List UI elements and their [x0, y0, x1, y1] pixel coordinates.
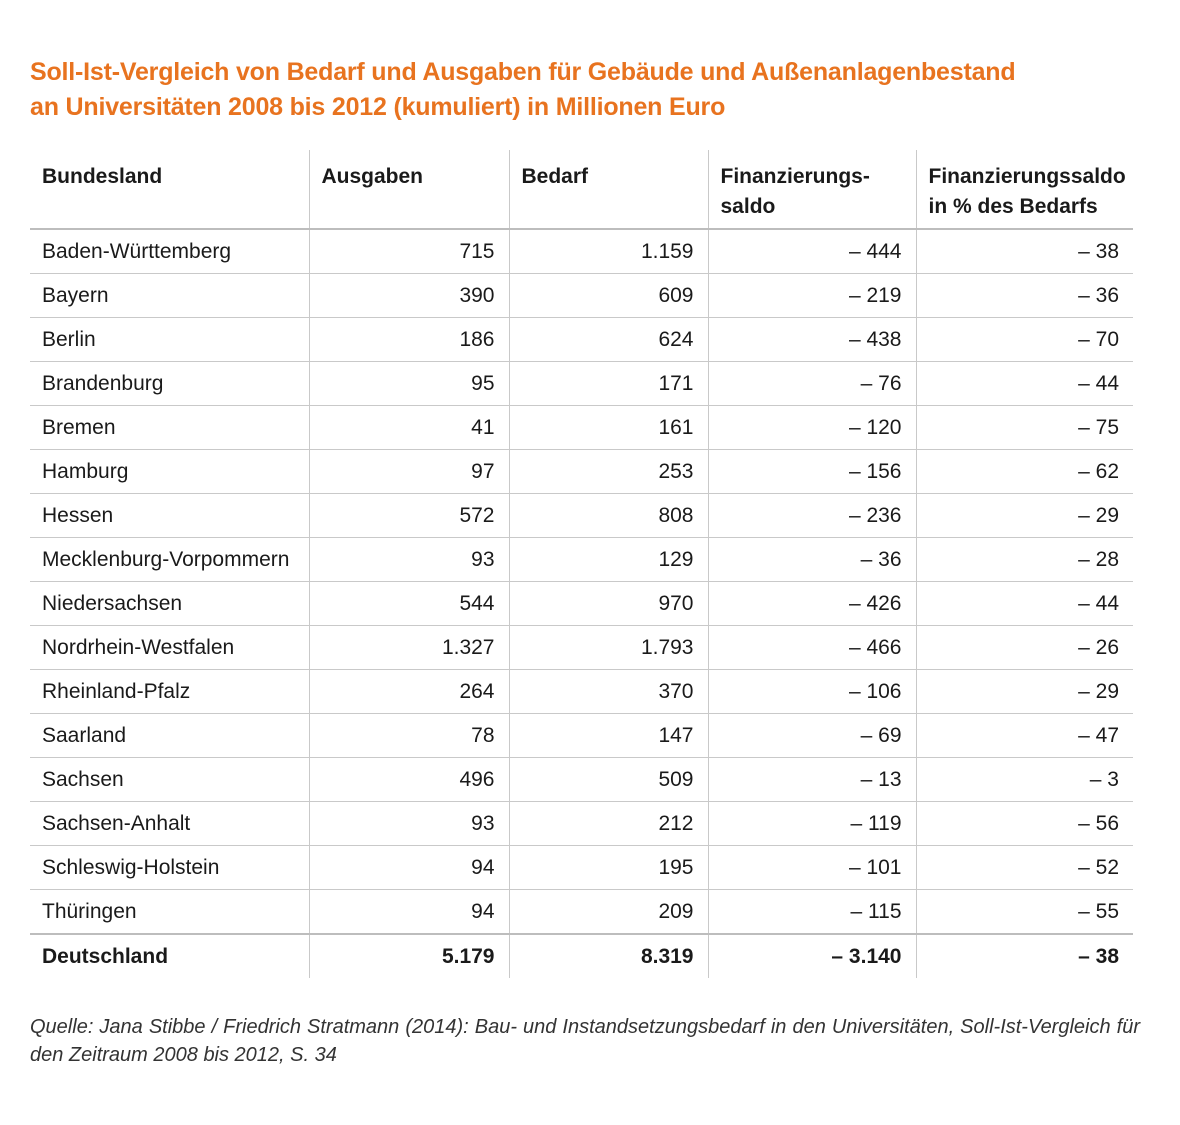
cell-finanzierungssaldo: – 106: [708, 670, 916, 714]
cell-saldo-prozent: – 3: [916, 758, 1133, 802]
cell-saldo-prozent: – 44: [916, 362, 1133, 406]
cell-finanzierungssaldo: – 466: [708, 626, 916, 670]
cell-bundesland: Nordrhein-Westfalen: [30, 626, 309, 670]
table-row: [30, 406, 1133, 450]
total-row: [30, 934, 1133, 978]
cell-ausgaben: 94: [309, 846, 509, 890]
table-row: [30, 714, 1133, 758]
table-row: [30, 450, 1133, 494]
cell-ausgaben: 93: [309, 802, 509, 846]
cell-bundesland: Mecklenburg-Vorpommern: [30, 538, 309, 582]
table-row: [30, 274, 1133, 318]
cell-finanzierungssaldo: – 69: [708, 714, 916, 758]
table-row: [30, 758, 1133, 802]
cell-ausgaben: 95: [309, 362, 509, 406]
cell-ausgaben: 41: [309, 406, 509, 450]
cell-finanzierungssaldo: – 76: [708, 362, 916, 406]
cell-finanzierungssaldo: – 115: [708, 890, 916, 935]
cell-finanzierungssaldo: – 3.140: [708, 934, 916, 978]
cell-saldo-prozent: – 29: [916, 494, 1133, 538]
cell-bedarf: 1.793: [509, 626, 708, 670]
cell-bedarf: 253: [509, 450, 708, 494]
cell-bundesland: Thüringen: [30, 890, 309, 935]
cell-finanzierungssaldo: – 219: [708, 274, 916, 318]
cell-saldo-prozent: – 55: [916, 890, 1133, 935]
cell-bundesland: Berlin: [30, 318, 309, 362]
cell-bundesland: Niedersachsen: [30, 582, 309, 626]
cell-bundesland: Saarland: [30, 714, 309, 758]
source-note: Quelle: Jana Stibbe / Friedrich Stratmann (2014): Bau- und Instandsetzungsbedarf in den Universitäten, Soll-Ist-Vergleich für den Zeitraum 2008 bis 2012, S. 34: [30, 1016, 1140, 1066]
table-row: [30, 890, 1133, 935]
cell-bedarf: 970: [509, 582, 708, 626]
cell-finanzierungssaldo: – 438: [708, 318, 916, 362]
table-row: [30, 318, 1133, 362]
cell-bedarf: 212: [509, 802, 708, 846]
cell-ausgaben: 264: [309, 670, 509, 714]
cell-ausgaben: 390: [309, 274, 509, 318]
cell-finanzierungssaldo: – 236: [708, 494, 916, 538]
cell-bedarf: 609: [509, 274, 708, 318]
cell-ausgaben: 78: [309, 714, 509, 758]
cell-saldo-prozent: – 47: [916, 714, 1133, 758]
header-ausgaben: Ausgaben: [309, 150, 509, 229]
cell-saldo-prozent: – 38: [916, 934, 1133, 978]
cell-bedarf: 171: [509, 362, 708, 406]
cell-ausgaben: 93: [309, 538, 509, 582]
cell-bedarf: 8.319: [509, 934, 708, 978]
cell-finanzierungssaldo: – 119: [708, 802, 916, 846]
table-row: [30, 802, 1133, 846]
cell-ausgaben: 5.179: [309, 934, 509, 978]
cell-bundesland: Hamburg: [30, 450, 309, 494]
cell-finanzierungssaldo: – 426: [708, 582, 916, 626]
cell-bundesland: Rheinland-Pfalz: [30, 670, 309, 714]
cell-ausgaben: 572: [309, 494, 509, 538]
cell-ausgaben: 715: [309, 229, 509, 274]
cell-finanzierungssaldo: – 13: [708, 758, 916, 802]
cell-saldo-prozent: – 36: [916, 274, 1133, 318]
table-row: [30, 846, 1133, 890]
cell-bundesland: Sachsen: [30, 758, 309, 802]
cell-bundesland: Deutschland: [42, 944, 169, 968]
cell-saldo-prozent: – 26: [916, 626, 1133, 670]
cell-saldo-prozent: – 70: [916, 318, 1133, 362]
header-finanzierungssaldo: Finanzierungs- saldo: [708, 150, 916, 229]
cell-saldo-prozent: – 44: [916, 582, 1133, 626]
cell-bedarf: 161: [509, 406, 708, 450]
cell-bundesland: Sachsen-Anhalt: [30, 802, 309, 846]
cell-bedarf: 147: [509, 714, 708, 758]
table-row: [30, 229, 1133, 274]
cell-saldo-prozent: – 29: [916, 670, 1133, 714]
cell-saldo-prozent: – 75: [916, 406, 1133, 450]
cell-bundesland: Baden-Württemberg: [30, 229, 309, 274]
cell-saldo-prozent: – 38: [916, 229, 1133, 274]
chart-title-line-1: Soll-Ist-Vergleich von Bedarf und Ausgaben für Gebäude und Außenanlagenbestand: [30, 58, 1016, 86]
cell-ausgaben: 1.327: [309, 626, 509, 670]
table-body: [30, 229, 1133, 978]
cell-finanzierungssaldo: – 156: [708, 450, 916, 494]
table-row: [30, 538, 1133, 582]
cell-bedarf: 209: [509, 890, 708, 935]
cell-ausgaben: 97: [309, 450, 509, 494]
cell-bedarf: 808: [509, 494, 708, 538]
cell-bedarf: 195: [509, 846, 708, 890]
cell-ausgaben: 496: [309, 758, 509, 802]
cell-ausgaben: 94: [309, 890, 509, 935]
cell-saldo-prozent: – 28: [916, 538, 1133, 582]
cell-bundesland: Brandenburg: [30, 362, 309, 406]
cell-finanzierungssaldo: – 120: [708, 406, 916, 450]
cell-finanzierungssaldo: – 36: [708, 538, 916, 582]
header-bundesland: Bundesland: [30, 150, 309, 229]
table-row: [30, 670, 1133, 714]
header-row: [30, 150, 1133, 229]
chart-title-line-2: an Universitäten 2008 bis 2012 (kumuliert) in Millionen Euro: [30, 93, 726, 121]
cell-saldo-prozent: – 62: [916, 450, 1133, 494]
chart-title: [30, 55, 1160, 125]
cell-saldo-prozent: – 52: [916, 846, 1133, 890]
cell-bedarf: 370: [509, 670, 708, 714]
cell-bundesland: Bremen: [30, 406, 309, 450]
cell-bundesland: Bayern: [30, 274, 309, 318]
cell-bedarf: 509: [509, 758, 708, 802]
cell-finanzierungssaldo: – 444: [708, 229, 916, 274]
cell-saldo-prozent: – 56: [916, 802, 1133, 846]
cell-finanzierungssaldo: – 101: [708, 846, 916, 890]
cell-bundesland: Hessen: [30, 494, 309, 538]
cell-bundesland: Schleswig-Holstein: [30, 846, 309, 890]
cell-bedarf: 1.159: [509, 229, 708, 274]
table-row: [30, 494, 1133, 538]
table-row: [30, 362, 1133, 406]
cell-bedarf: 624: [509, 318, 708, 362]
header-saldo-prozent: Finanzierungssaldo in % des Bedarfs: [916, 150, 1133, 229]
header-bedarf: Bedarf: [509, 150, 708, 229]
data-table: [30, 150, 1133, 978]
table-row: [30, 582, 1133, 626]
cell-ausgaben: 544: [309, 582, 509, 626]
cell-bedarf: 129: [509, 538, 708, 582]
table-row: [30, 626, 1133, 670]
cell-ausgaben: 186: [309, 318, 509, 362]
